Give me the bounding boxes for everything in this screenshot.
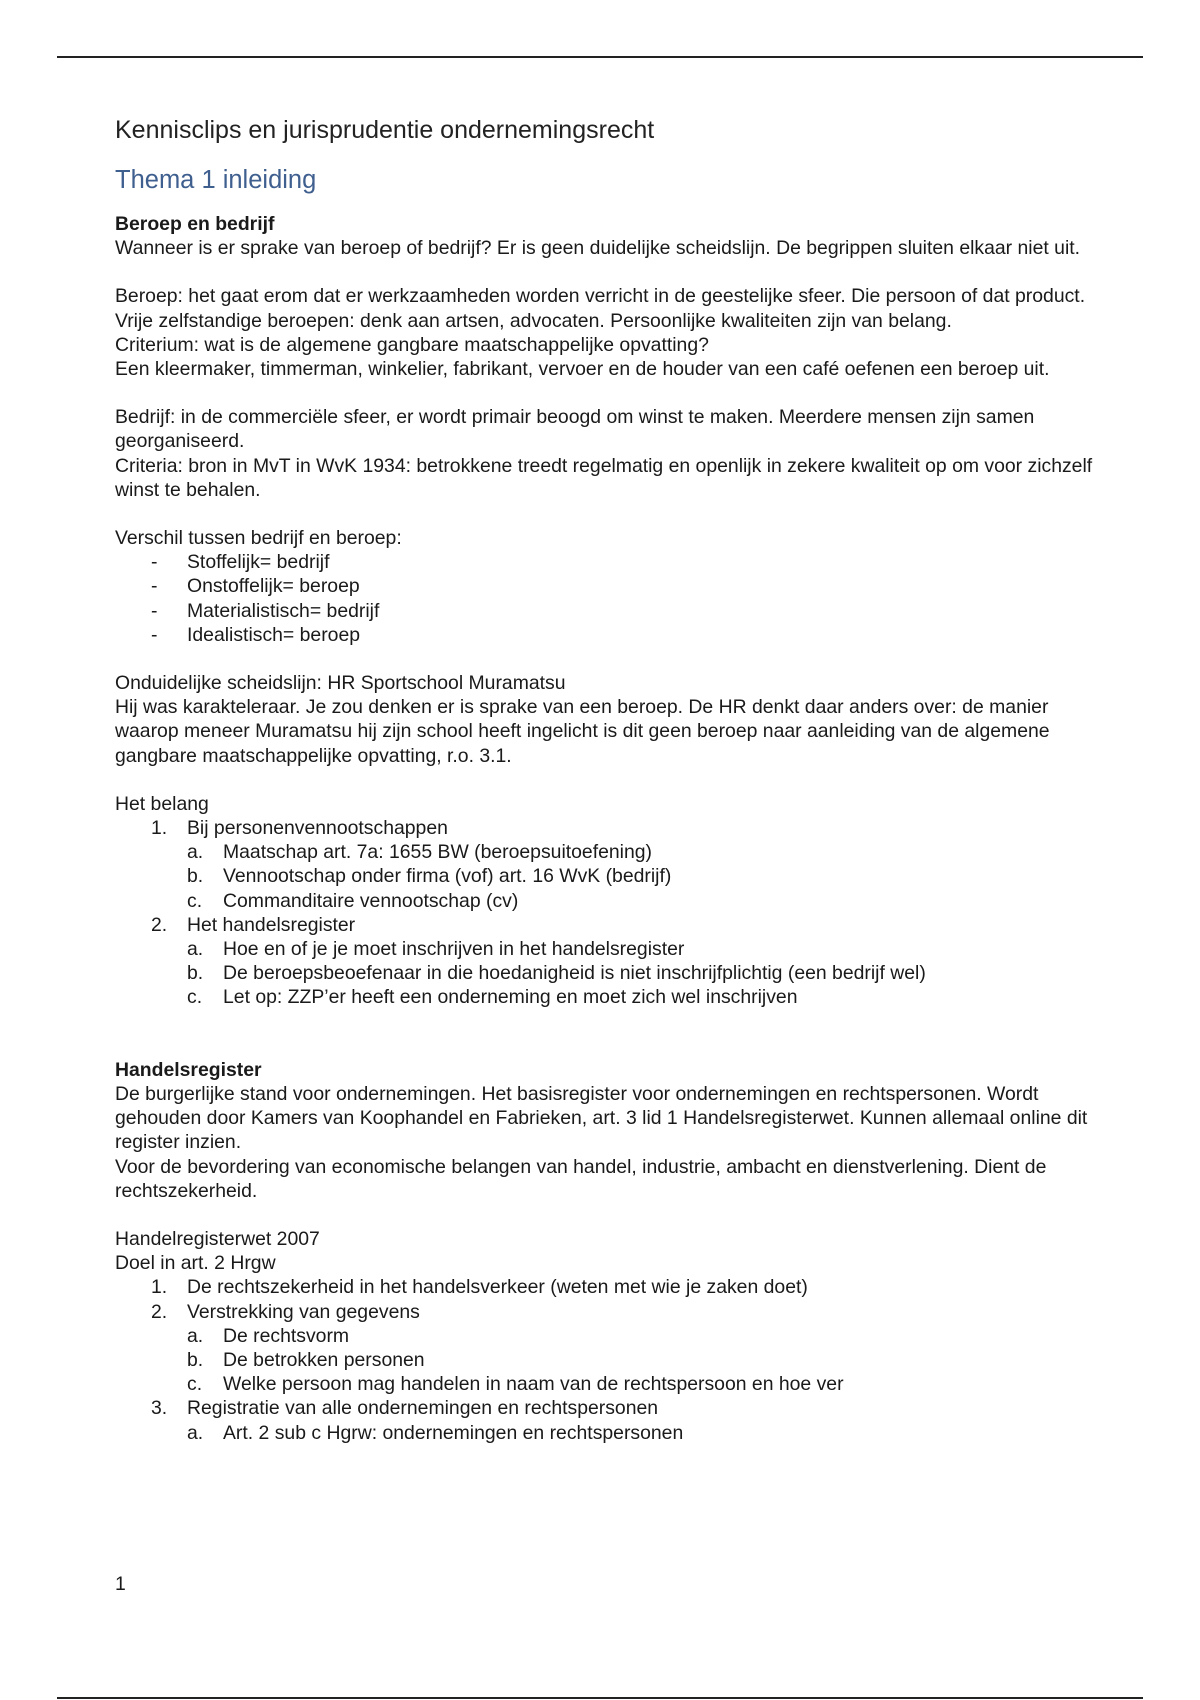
list-item: 2. Verstrekking van gegevens a. De rechtsvorm b. De betrokken personen c. Welke persoon mag handelen in naam van de rechtspersoon en hoe ver xyxy=(115,1300,1105,1397)
list-item: 1. De rechtszekerheid in het handelsverkeer (weten met wie je zaken doet) xyxy=(151,1276,808,1299)
verschil-title: Verschil tussen bedrijf en beroep: xyxy=(115,527,402,550)
list-item: b. De betrokken personen xyxy=(187,1348,425,1371)
list-item: c. Let op: ZZP’er heeft een onderneming en moet zich wel inschrijven xyxy=(187,986,798,1009)
paragraph-handelsregister: De burgerlijke stand voor ondernemingen. Het basisregister voor ondernemingen en rechtspersonen. Wordt gehouden door Kamers van Koophandel en Fabrieken, art. 3 lid 1 Handelsregisterwet. Kunnen allemaal online dit register inzien. xyxy=(115,1082,1088,1154)
onduidelijk-title: Onduidelijke scheidslijn: HR Sportschool Muramatsu xyxy=(115,672,566,695)
list-item: 1. Bij personenvennootschappen a. Maatschap art. 7a: 1655 BW (beroepsuitoefening) b. Vennootschap onder firma (vof) art. 16 WvK (bedrijf) c. Commanditaire vennootschap (cv) xyxy=(115,816,1105,913)
list-item: c. Welke persoon mag handelen in naam van de rechtspersoon en hoe ver xyxy=(187,1373,844,1396)
list-item: - Idealistisch= beroep xyxy=(151,623,361,646)
list-item: 2. Het handelsregister a. Hoe en of je je moet inschrijven in het handelsregister b. De beroepsbeoefenaar in die hoedanigheid is niet inschrijfplichtig (een bedrijf wel) c. Let op: ZZP’er heeft een onderneming en moet zich wel inschrijven xyxy=(115,913,1105,1010)
paragraph-bedrijf: Bedrijf: in de commerciële sfeer, er wordt primair beoogd om winst te maken. Meerdere mensen zijn samen georganiseerd. xyxy=(115,406,1035,453)
list-item: - Materialistisch= bedrijf xyxy=(151,599,380,622)
list-item: b. Vennootschap onder firma (vof) art. 16 WvK (bedrijf) xyxy=(187,865,672,888)
doel-title: Doel in art. 2 Hrgw xyxy=(115,1252,276,1275)
section-heading-beroep-bedrijf: Beroep en bedrijf xyxy=(115,213,275,235)
list-item: a. De rechtsvorm xyxy=(187,1324,350,1347)
document-body xyxy=(115,108,1105,1445)
belang-title: Het belang xyxy=(115,792,209,815)
footer-rule xyxy=(57,1697,1143,1699)
paragraph-bevordering: Voor de bevordering van economische belangen van handel, industrie, ambacht en dienstverlening. Dient de rechtszekerheid. xyxy=(115,1155,1047,1202)
wet-title: Handelregisterwet 2007 xyxy=(115,1227,320,1250)
list-item: c. Commanditaire vennootschap (cv) xyxy=(187,889,519,912)
paragraph-muramatsu: Hij was karakteleraar. Je zou denken er is sprake van een beroep. De HR denkt daar anders over: de manier waarop meneer Muramatsu hij zijn school heeft ingelicht is dit geen beroep naar aanleiding van de algemene gangbare maatschappelijke opvatting, r.o. 3.1. xyxy=(115,696,1050,767)
paragraph-intro: Wanneer is er sprake van beroep of bedrijf? Er is geen duidelijke scheidslijn. De begrippen sluiten elkaar niet uit. xyxy=(115,237,1081,260)
list-item: a. Art. 2 sub c Hgrw: ondernemingen en rechtspersonen xyxy=(187,1421,684,1444)
list-item: b. De beroepsbeoefenaar in die hoedanigheid is niet inschrijfplichtig (een bedrijf wel) xyxy=(187,962,926,985)
list-item: 3. Registratie van alle ondernemingen en rechtspersonen a. Art. 2 sub c Hgrw: ondernemingen en rechtspersonen xyxy=(115,1396,1105,1444)
document-title: Kennisclips en jurisprudentie ondernemingsrecht xyxy=(115,116,655,144)
paragraph-criteria: Criteria: bron in MvT in WvK 1934: betrokkene treedt regelmatig en openlijk in zekere kwaliteit op om voor zichzelf winst te behalen. xyxy=(115,454,1093,501)
list-item: a. Maatschap art. 7a: 1655 BW (beroepsuitoefening) xyxy=(187,841,652,864)
list-item: a. Hoe en of je je moet inschrijven in het handelsregister xyxy=(187,938,685,961)
paragraph-beroep: Beroep: het gaat erom dat er werkzaamheden worden verricht in de geestelijke sfeer. Die persoon of dat product. Vrije zelfstandige beroepen: denk aan artsen, advocaten. Persoonlijke kwaliteiten zijn van belang. xyxy=(115,285,1086,332)
paragraph-beroep-examples: Een kleermaker, timmerman, winkelier, fabrikant, vervoer en de houder van een café oefenen een beroep uit. xyxy=(115,358,1050,381)
section-heading-handelsregister: Handelsregister xyxy=(115,1058,262,1081)
page-number: 1 xyxy=(115,1573,126,1595)
list-item: - Onstoffelijk= beroep xyxy=(151,575,360,598)
paragraph-criterium: Criterium: wat is de algemene gangbare maatschappelijke opvatting? xyxy=(115,333,709,356)
belang-list xyxy=(115,816,1105,1010)
theme-heading: Thema 1 inleiding xyxy=(115,166,317,194)
verschil-list xyxy=(115,550,1105,647)
doel-list xyxy=(115,1275,1105,1444)
header-rule xyxy=(57,56,1143,58)
list-item: - Stoffelijk= bedrijf xyxy=(151,551,330,574)
